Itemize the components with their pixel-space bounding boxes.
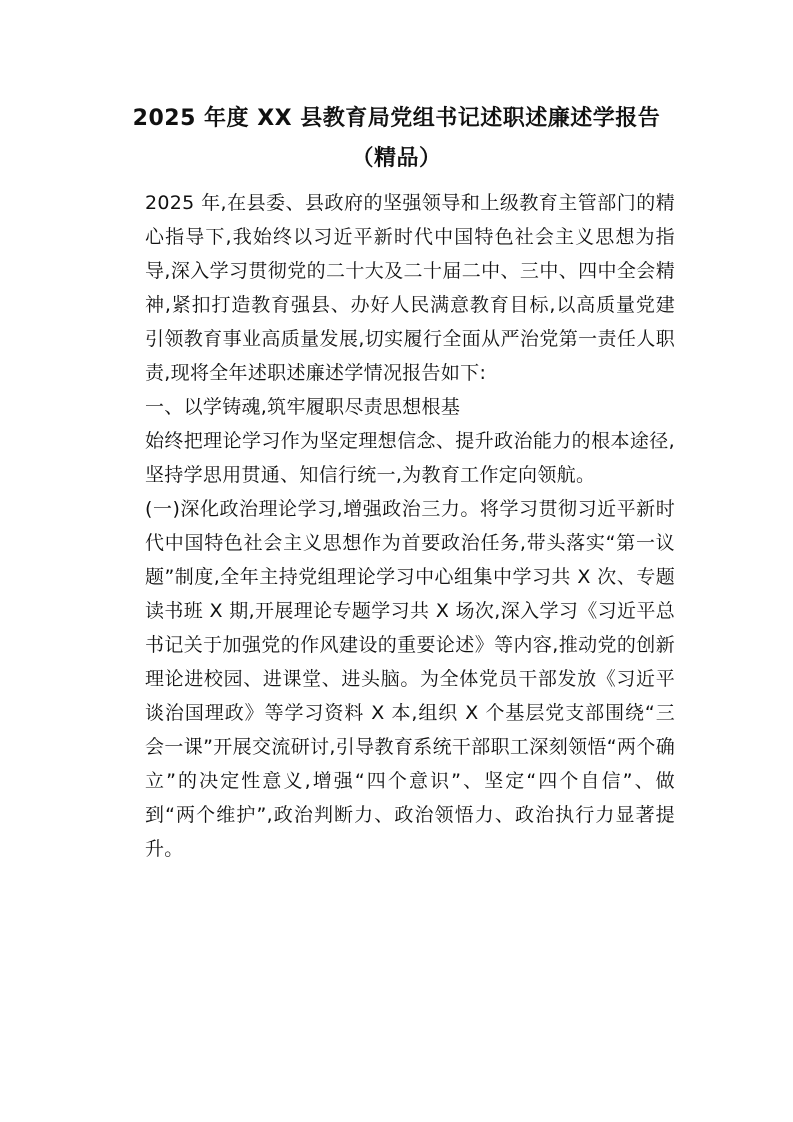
section-1-paragraph: 始终把理论学习作为坚定理想信念、提升政治能力的根本途径,坚持学思用贯通、知信行统一,为教育工作定向领航。 bbox=[145, 430, 675, 486]
document-subtitle: （精品） bbox=[351, 146, 442, 171]
document-body bbox=[145, 186, 675, 866]
intro-paragraph: 2025 年,在县委、县政府的坚强领导和上级教育主管部门的精心指导下,我始终以习近平新时代中国特色社会主义思想为指导,深入学习贯彻党的二十大及二十届二中、三中、四中全会精神,紧扣打造教育强县、办好人民满意教育目标,以高质量党建引领教育事业高质量发展,切实履行全面从严治党第一责任人职责,现将全年述职述廉述学情况报告如下: bbox=[145, 192, 675, 384]
subsection-1-paragraph: (一)深化政治理论学习,增强政治三力。将学习贯彻习近平新时代中国特色社会主义思想作为首要政治任务,带头落实“第一议题”制度,全年主持党组理论学习中心组集中学习共 X 次、专题读书班 X 期,开展理论专题学习共 X 场次,深入学习《习近平总书记关于加强党的作风建设的重要论述》等内容,推动党的创新理论进校园、进课堂、进头脑。为全体党员干部发放《习近平谈治国理政》等学习资料 X 本,组织 X 个基层党支部围绕“三会一课”开展交流研讨,引导教育系统干部职工深刻领悟“两个确立”的决定性意义,增强“四个意识”、坚定“四个自信”、做到“两个维护”,政治判断力、政治领悟力、政治执行力显著提升。 bbox=[145, 498, 675, 860]
section-heading-1: 一、以学铸魂,筑牢履职尽责思想根基 bbox=[145, 396, 461, 418]
document-title: 2025 年度 XX 县教育局党组书记述职述廉述学报告 bbox=[132, 106, 661, 131]
